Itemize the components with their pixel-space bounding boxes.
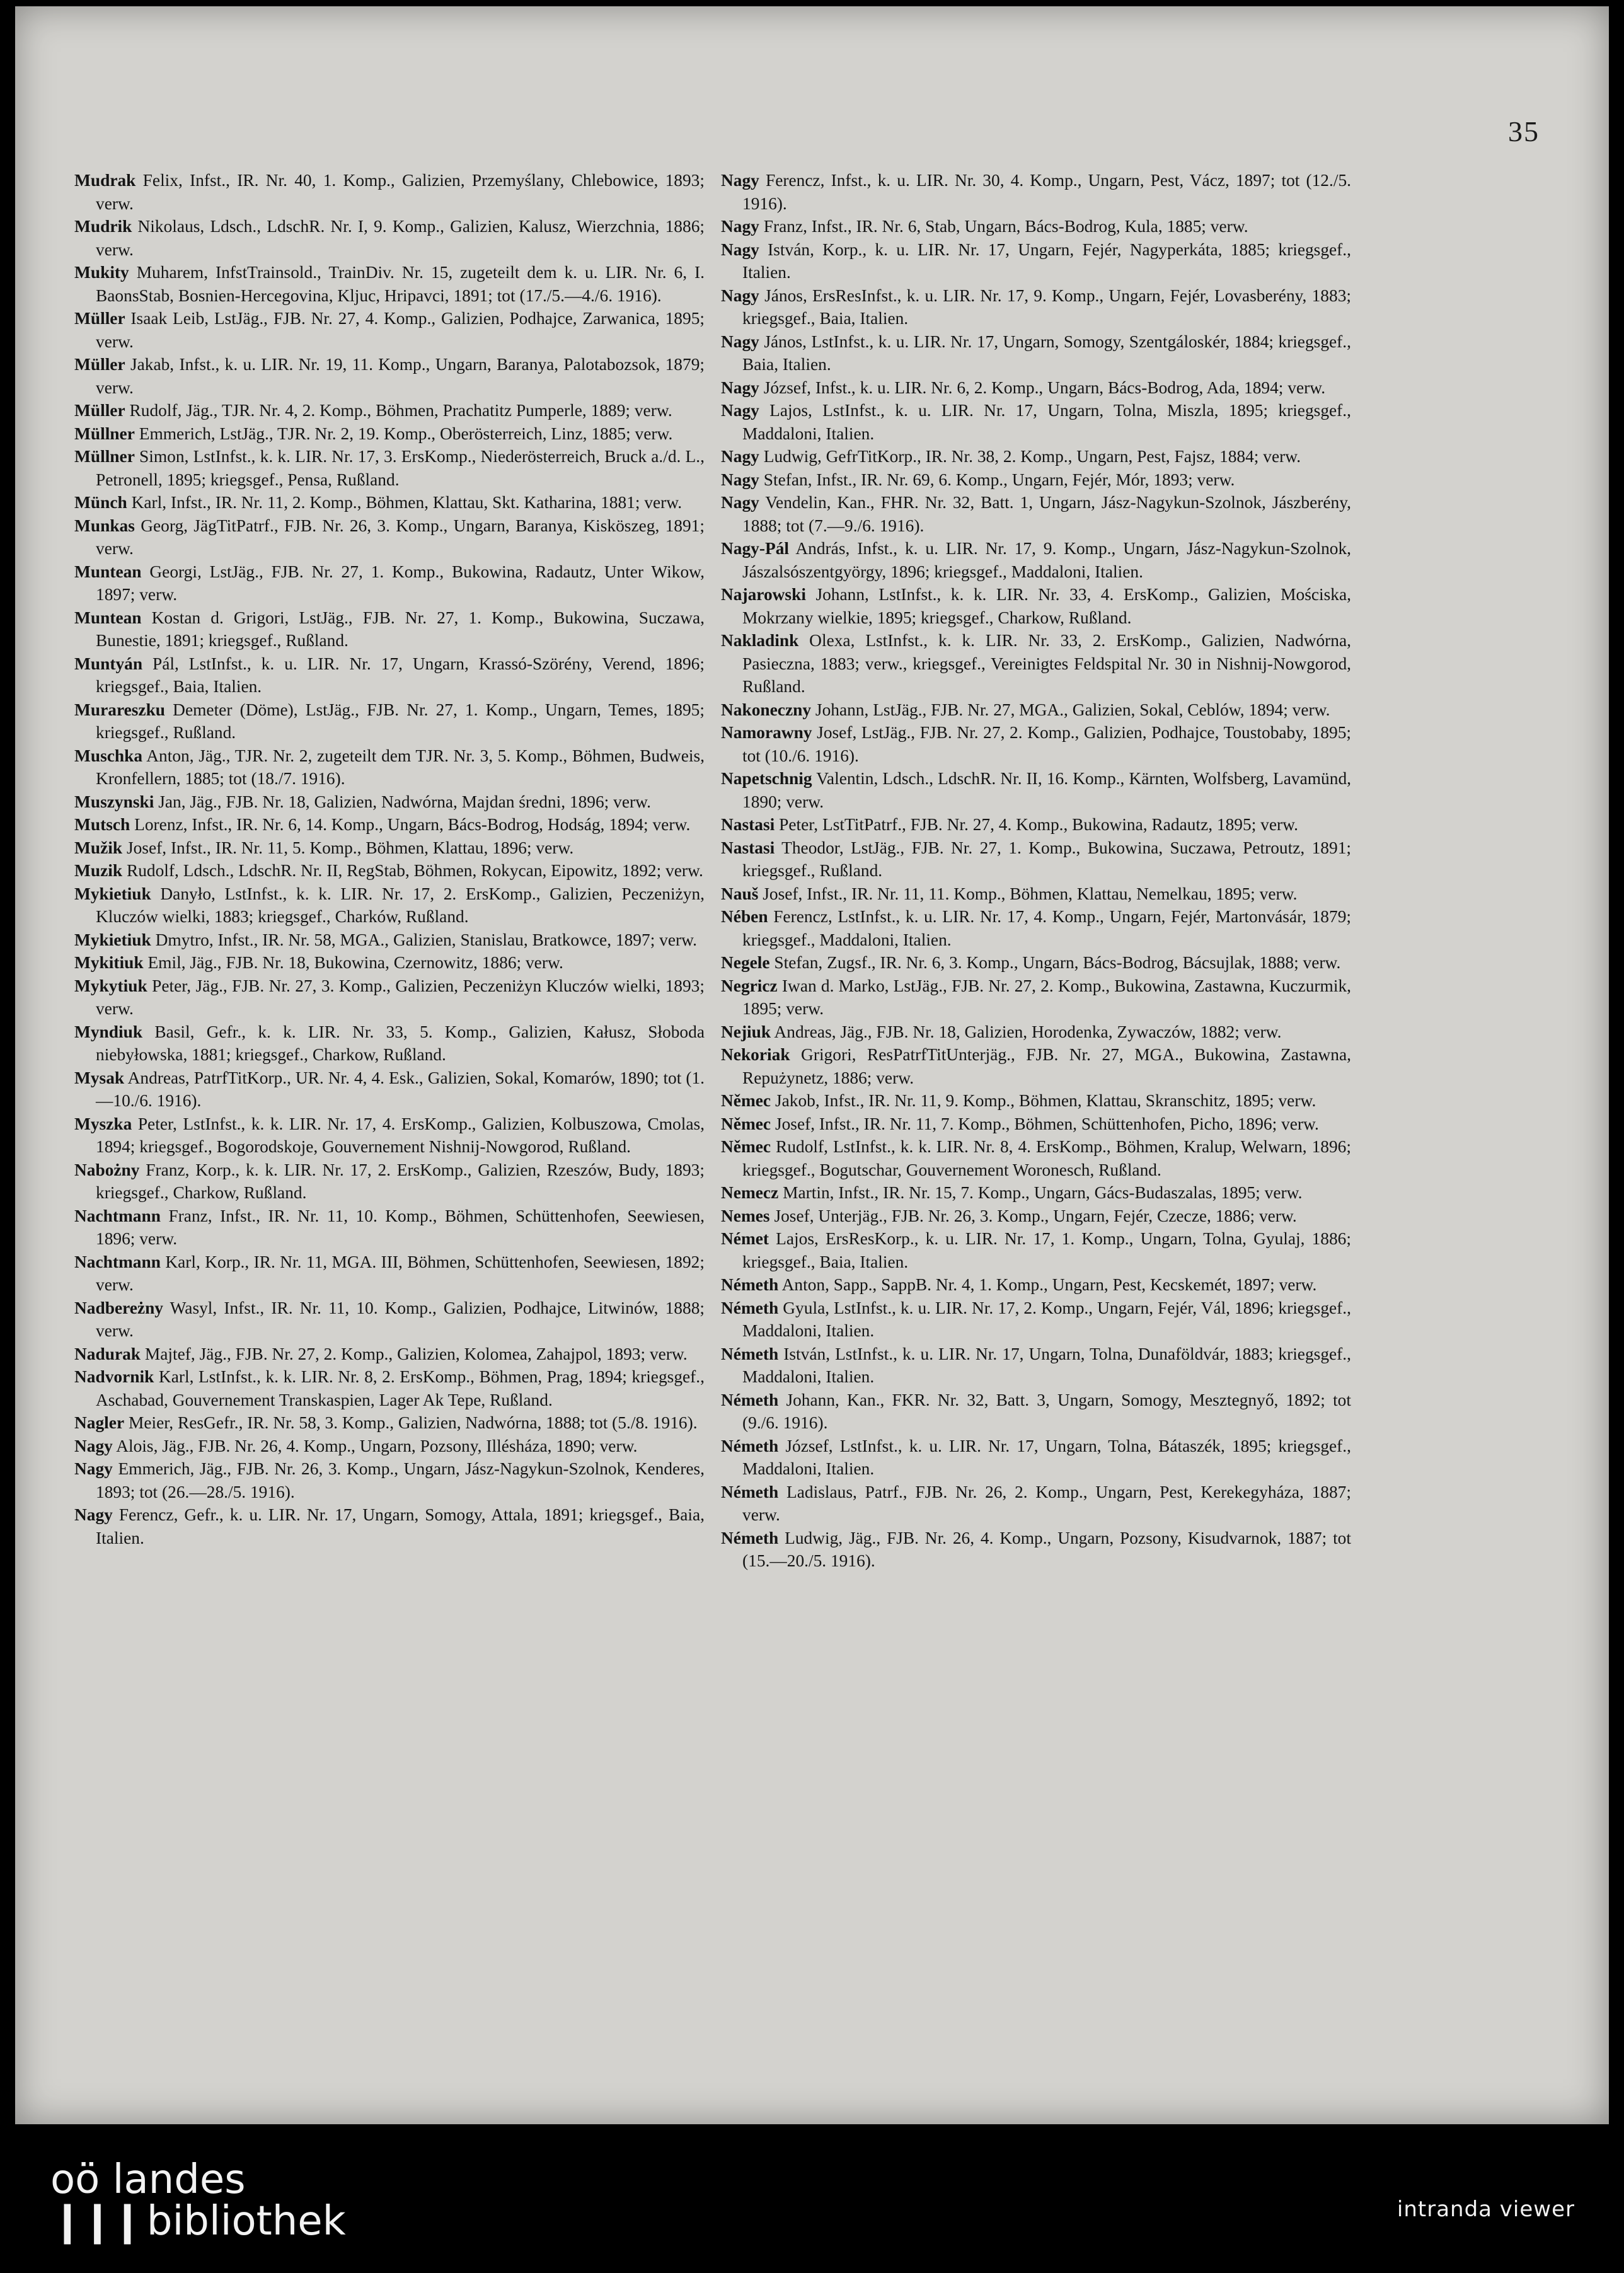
- entry-surname: Mykitiuk: [74, 953, 144, 972]
- entry-text: Stefan, Infst., IR. Nr. 69, 6. Komp., Ungarn, Fejér, Mór, 1893; verw.: [763, 470, 1235, 489]
- entry-surname: Namorawny: [721, 723, 812, 742]
- entry-surname: Németh: [721, 1528, 779, 1547]
- register-entry: [721, 1113, 1351, 1136]
- entry-surname: Muntean: [74, 562, 142, 581]
- register-entry: [721, 1135, 1351, 1181]
- register-entry: [721, 905, 1351, 951]
- entry-surname: Nemecz: [721, 1183, 779, 1202]
- entry-text: Muharem, InfstTrainsold., TrainDiv. Nr. 15, zugeteilt dem k. u. LIR. Nr. 6, I. BaonsStab, Bosnien-Hercegovina, Kljuc, Hripavci, 1891; tot (17./5.—4./6. 1916).: [96, 263, 705, 305]
- entry-text: Ladislaus, Patrf., FJB. Nr. 26, 2. Komp., Ungarn, Pest, Kerekegyháza, 1887; verw.: [742, 1482, 1351, 1524]
- entry-surname: Mužik: [74, 838, 123, 857]
- register-entry: [74, 1113, 705, 1159]
- register-entry: [74, 353, 705, 399]
- register-entry: [721, 882, 1351, 906]
- entry-text: János, LstInfst., k. u. LIR. Nr. 17, Ungarn, Somogy, Szentgáloskér, 1884; kriegsgef., Baia, Italien.: [742, 332, 1351, 374]
- entry-text: Majtef, Jäg., FJB. Nr. 27, 2. Komp., Galizien, Kolomea, Zahajpol, 1893; verw.: [144, 1344, 688, 1363]
- entry-surname: Nagler: [74, 1413, 125, 1432]
- register-entry: [721, 698, 1351, 722]
- entry-surname: Nagy: [721, 470, 759, 489]
- register-entry: [721, 468, 1351, 492]
- entry-surname: Murareszku: [74, 700, 166, 719]
- entry-surname: Nadvornik: [74, 1367, 154, 1386]
- entry-text: Theodor, LstJäg., FJB. Nr. 27, 1. Komp., Bukowina, Suczawa, Petroutz, 1891; kriegsgef., Rußland.: [742, 838, 1352, 880]
- entry-text: Jakab, Infst., k. u. LIR. Nr. 19, 11. Komp., Ungarn, Baranya, Palotabozsok, 1879; verw.: [96, 355, 705, 397]
- entry-surname: Nejiuk: [721, 1022, 771, 1041]
- entry-surname: Nadbereżny: [74, 1298, 164, 1317]
- entry-text: Lajos, LstInfst., k. u. LIR. Nr. 17, Ungarn, Tolna, Miszla, 1895; kriegsgef., Maddaloni, Italien.: [742, 401, 1351, 443]
- entry-text: Rudolf, Ldsch., LdschR. Nr. II, RegStab, Böhmen, Rokycan, Eipowitz, 1892; verw.: [126, 861, 703, 880]
- entry-text: András, Infst., k. u. LIR. Nr. 17, 9. Komp., Ungarn, Jász-Nagykun-Szolnok, Jászalsószentgyörgy, 1896; kriegsgef., Maddaloni, Italien.: [742, 539, 1351, 581]
- logo-line-2-wrap: [50, 2198, 346, 2245]
- register-entry: [74, 1343, 705, 1366]
- entry-surname: Müllner: [74, 424, 135, 443]
- register-entry: [74, 1251, 705, 1297]
- entry-text: Vendelin, Kan., FHR. Nr. 32, Batt. 1, Ungarn, Jász-Nagykun-Szolnok, Jászberény, 1888; tot (7.—9./6. 1916).: [742, 493, 1351, 535]
- entry-surname: Němec: [721, 1137, 771, 1156]
- entry-text: István, LstInfst., k. u. LIR. Nr. 17, Ungarn, Tolna, Dunaföldvár, 1883; kriegsgef., Maddaloni, Italien.: [742, 1344, 1351, 1386]
- register-entry: [74, 951, 705, 975]
- entry-text: István, Korp., k. u. LIR. Nr. 17, Ungarn, Fejér, Nagyperkáta, 1885; kriegsgef., Italien.: [742, 240, 1352, 282]
- register-entry: [721, 813, 1351, 836]
- entry-surname: Nastasi: [721, 838, 775, 857]
- entry-text: Ludwig, GefrTitKorp., IR. Nr. 38, 2. Komp., Ungarn, Pest, Fajsz, 1884; verw.: [763, 447, 1301, 466]
- entry-surname: Nagy: [721, 332, 759, 351]
- entry-surname: Němec: [721, 1114, 771, 1133]
- entry-text: Georg, JägTitPatrf., FJB. Nr. 26, 3. Komp., Ungarn, Baranya, Kisköszeg, 1891; verw.: [96, 516, 705, 558]
- register-entry: [721, 238, 1351, 284]
- entry-text: Lorenz, Infst., IR. Nr. 6, 14. Komp., Ungarn, Bács-Bodrog, Hodság, 1894; verw.: [134, 815, 691, 834]
- register-entry: [74, 1365, 705, 1411]
- entry-surname: Muschka: [74, 746, 143, 765]
- register-entry: [721, 1481, 1351, 1527]
- entry-surname: Nekoriak: [721, 1045, 790, 1064]
- entry-text: Iwan d. Marko, LstJäg., FJB. Nr. 27, 2. Komp., Bukowina, Zastawna, Kuczurmik, 1895; verw.: [742, 976, 1351, 1018]
- entry-text: Rudolf, LstInfst., k. k. LIR. Nr. 8, 4. ErsKomp., Böhmen, Kralup, Welwarn, 1896; kriegsgef., Bogutschar, Gouvernement Woronesch, Rußland.: [742, 1137, 1351, 1179]
- entry-surname: Muzik: [74, 861, 123, 880]
- register-entry: [721, 1273, 1351, 1297]
- register-entry: [721, 1297, 1351, 1343]
- register-entry: [74, 1205, 705, 1251]
- entry-text: Emmerich, Jäg., FJB. Nr. 26, 3. Komp., Ungarn, Jász-Nagykun-Szolnok, Kenderes, 1893; tot (26.—28./5. 1916).: [96, 1459, 705, 1501]
- entry-surname: Nemes: [721, 1206, 770, 1225]
- entry-text: Andreas, Jäg., FJB. Nr. 18, Galizien, Horodenka, Zywaczów, 1882; verw.: [774, 1022, 1282, 1041]
- entry-text: Josef, Infst., IR. Nr. 11, 5. Komp., Böhmen, Klattau, 1896; verw.: [126, 838, 574, 857]
- register-entry: [74, 836, 705, 860]
- entry-surname: Nagy: [74, 1505, 113, 1524]
- entry-surname: Nakladink: [721, 631, 799, 650]
- entry-text: Stefan, Zugsf., IR. Nr. 6, 3. Komp., Ungarn, Bács-Bodrog, Bácsujlak, 1888; verw.: [774, 953, 1341, 972]
- entry-text: Ferencz, LstInfst., k. u. LIR. Nr. 17, 4. Komp., Ungarn, Fejér, Martonvásár, 1879; kriegsgef., Maddaloni, Italien.: [742, 907, 1352, 949]
- entry-text: Nikolaus, Ldsch., LdschR. Nr. I, 9. Komp., Galizien, Kalusz, Wierzchnia, 1886; verw.: [96, 217, 705, 259]
- register-entry: [721, 537, 1351, 583]
- register-entry: [74, 445, 705, 491]
- entry-text: János, ErsResInfst., k. u. LIR. Nr. 17, 9. Komp., Ungarn, Fejér, Lovasberény, 1883; kriegsgef., Baia, Italien.: [742, 286, 1351, 328]
- entry-surname: Nabożny: [74, 1160, 140, 1179]
- register-entry: [74, 1457, 705, 1503]
- register-entry: [74, 698, 705, 744]
- entry-surname: Nakoneczny: [721, 700, 812, 719]
- right-column: [721, 169, 1351, 1573]
- register-entry: [74, 422, 705, 446]
- register-entry: [74, 1503, 705, 1549]
- entry-surname: Nagy: [721, 401, 759, 420]
- entry-surname: Muntyán: [74, 654, 143, 673]
- entry-surname: Nachtmann: [74, 1206, 161, 1225]
- register-entry: [721, 721, 1351, 767]
- entry-surname: Mykytiuk: [74, 976, 147, 995]
- register-entry: [74, 928, 705, 952]
- entry-text: Lajos, ErsResKorp., k. u. LIR. Nr. 17, 1. Komp., Ungarn, Tolna, Gyulaj, 1886; kriegsgef., Baia, Italien.: [742, 1229, 1351, 1271]
- entry-surname: Nachtmann: [74, 1252, 161, 1271]
- register-entry: [74, 790, 705, 814]
- entry-text: Josef, Unterjäg., FJB. Nr. 26, 3. Komp., Ungarn, Fejér, Czecze, 1886; verw.: [774, 1206, 1297, 1225]
- register-entry: [721, 1043, 1351, 1089]
- register-entry: [74, 1021, 705, 1067]
- entry-text: Josef, Infst., IR. Nr. 11, 11. Komp., Böhmen, Klattau, Nemelkau, 1895; verw.: [763, 884, 1298, 903]
- register-entry: [721, 169, 1351, 215]
- register-entry: [721, 1527, 1351, 1573]
- library-logo[interactable]: [50, 2156, 346, 2245]
- entry-text: Josef, LstJäg., FJB. Nr. 27, 2. Komp., Galizien, Podhajce, Toustobaby, 1895; tot (10./6. 1916).: [742, 723, 1351, 765]
- entry-surname: Myndiuk: [74, 1022, 143, 1041]
- register-entry: [74, 261, 705, 307]
- register-entry: [74, 1159, 705, 1205]
- entry-text: Grigori, ResPatrfTitUnterjäg., FJB. Nr. 27, MGA., Bukowina, Zastawna, Repużynetz, 1886; verw.: [742, 1045, 1351, 1087]
- entry-surname: Németh: [721, 1275, 779, 1294]
- entry-text: Josef, Infst., IR. Nr. 11, 7. Komp., Böhmen, Schüttenhofen, Picho, 1896; verw.: [775, 1114, 1319, 1133]
- entry-surname: Muszynski: [74, 792, 154, 811]
- page-number: 35: [1508, 115, 1540, 147]
- entry-surname: Nagy: [721, 378, 759, 397]
- entry-text: Martin, Infst., IR. Nr. 15, 7. Komp., Ungarn, Gács-Budaszalas, 1895; verw.: [783, 1183, 1303, 1202]
- entry-text: Ferencz, Gefr., k. u. LIR. Nr. 17, Ungarn, Somogy, Attala, 1891; kriegsgef., Baia, Italien.: [96, 1505, 705, 1547]
- entry-text: Ferencz, Infst., k. u. LIR. Nr. 30, 4. Komp., Ungarn, Pest, Vácz, 1897; tot (12./5. 1916).: [742, 171, 1351, 213]
- entry-surname: Mysak: [74, 1068, 125, 1087]
- entry-text: Basil, Gefr., k. k. LIR. Nr. 33, 5. Komp., Galizien, Kałusz, Słoboda niebyłowska, 1881; kriegsgef., Charkow, Rußland.: [96, 1022, 705, 1064]
- entry-text: Demeter (Döme), LstJäg., FJB. Nr. 27, 1. Komp., Ungarn, Temes, 1895; kriegsgef., Rußland.: [96, 700, 705, 742]
- entry-surname: Müller: [74, 401, 125, 420]
- entry-surname: Mudrik: [74, 217, 132, 236]
- entry-text: Georgi, LstJäg., FJB. Nr. 27, 1. Komp., Bukowina, Radautz, Unter Wikow, 1897; verw.: [96, 562, 705, 604]
- entry-surname: Nében: [721, 907, 768, 926]
- entry-surname: Mutsch: [74, 815, 130, 834]
- entry-text: Emil, Jäg., FJB. Nr. 18, Bukowina, Czernowitz, 1886; verw.: [147, 953, 563, 972]
- logo-line-2: bibliothek: [146, 2198, 346, 2245]
- entry-text: Anton, Sapp., SappB. Nr. 4, 1. Komp., Ungarn, Pest, Kecskemét, 1897; verw.: [781, 1275, 1317, 1294]
- entry-text: Rudolf, Jäg., TJR. Nr. 4, 2. Komp., Böhmen, Prachatitz Pumperle, 1889; verw.: [129, 401, 672, 420]
- entry-surname: Németh: [721, 1482, 779, 1501]
- register-entry: [74, 652, 705, 698]
- entry-surname: Němec: [721, 1091, 771, 1110]
- entry-text: Wasyl, Infst., IR. Nr. 11, 10. Komp., Galizien, Podhajce, Litwinów, 1888; verw.: [96, 1298, 705, 1340]
- register-entry: [721, 284, 1351, 330]
- entry-surname: Nagy: [721, 217, 759, 236]
- entry-surname: Nagy: [74, 1436, 113, 1455]
- entry-text: Karl, LstInfst., k. k. LIR. Nr. 8, 2. ErsKomp., Böhmen, Prag, 1894; kriegsgef., Aschabad, Gouvernement Transkaspien, Lager Ak Tepe, Rußland.: [96, 1367, 705, 1409]
- entry-surname: Németh: [721, 1344, 779, 1363]
- register-entry: [74, 1297, 705, 1343]
- entry-surname: Mukity: [74, 263, 129, 282]
- register-entry: [74, 491, 705, 514]
- register-entry: [721, 583, 1351, 629]
- register-entry: [721, 445, 1351, 468]
- entry-surname: Myszka: [74, 1114, 132, 1133]
- entry-surname: Nagy: [721, 171, 759, 190]
- entry-text: Valentin, Ldsch., LdschR. Nr. II, 16. Komp., Kärnten, Wolfsberg, Lavamünd, 1890; verw.: [742, 769, 1351, 811]
- entry-text: Danyło, LstInfst., k. k. LIR. Nr. 17, 2. ErsKomp., Galizien, Peczeniżyn, Kluczów wielki, 1883; kriegsgef., Charków, Rußland.: [96, 884, 705, 926]
- entry-surname: Mykietiuk: [74, 884, 151, 903]
- register-entry: [721, 399, 1351, 445]
- entry-text: Franz, Infst., IR. Nr. 6, Stab, Ungarn, Bács-Bodrog, Kula, 1885; verw.: [763, 217, 1248, 236]
- entry-surname: Nagy: [74, 1459, 113, 1478]
- entry-surname: Müller: [74, 355, 125, 374]
- entry-surname: Német: [721, 1229, 769, 1248]
- entry-text: Peter, LstTitPatrf., FJB. Nr. 27, 4. Komp., Bukowina, Radautz, 1895; verw.: [779, 815, 1298, 834]
- entry-surname: Németh: [721, 1436, 779, 1455]
- entry-text: Andreas, PatrfTitKorp., UR. Nr. 4, 4. Esk., Galizien, Sokal, Komarów, 1890; tot (1.—10./6. 1916).: [96, 1068, 705, 1110]
- viewer-brand[interactable]: intranda viewer: [1397, 2197, 1575, 2222]
- entry-text: Karl, Korp., IR. Nr. 11, MGA. III, Böhmen, Schüttenhofen, Seewiesen, 1892; verw.: [96, 1252, 705, 1294]
- left-column: [74, 169, 705, 1549]
- logo-line-1: oö landes: [50, 2156, 246, 2203]
- entry-surname: Mudrak: [74, 171, 136, 190]
- register-entry: [721, 491, 1351, 537]
- register-entry: [721, 376, 1351, 400]
- register-entry: [721, 1389, 1351, 1435]
- entry-text: Gyula, LstInfst., k. u. LIR. Nr. 17, 2. Komp., Ungarn, Fejér, Vál, 1896; kriegsgef., Maddaloni, Italien.: [742, 1298, 1351, 1340]
- entry-surname: Müllner: [74, 447, 135, 466]
- register-entry: [721, 1435, 1351, 1481]
- entry-surname: Mykietiuk: [74, 930, 151, 949]
- entry-surname: Napetschnig: [721, 769, 812, 788]
- register-entry: [74, 307, 705, 353]
- entry-text: Alois, Jäg., FJB. Nr. 26, 4. Komp., Ungarn, Pozsony, Illésháza, 1890; verw.: [116, 1436, 638, 1455]
- entry-surname: Nagy-Pál: [721, 539, 790, 558]
- entry-text: Isaak Leib, LstJäg., FJB. Nr. 27, 4. Komp., Galizien, Podhajce, Zarwanica, 1895; verw.: [96, 309, 705, 351]
- entry-surname: Nauš: [721, 884, 759, 903]
- register-entry: [74, 975, 705, 1021]
- register-entry: [721, 215, 1351, 238]
- register-entry: [721, 1227, 1351, 1273]
- register-entry: [721, 975, 1351, 1021]
- register-entry: [74, 1411, 705, 1435]
- register-entry: [721, 767, 1351, 813]
- entry-text: Pál, LstInfst., k. u. LIR. Nr. 17, Ungarn, Krassó-Szörény, Verend, 1896; kriegsgef., Baia, Italien.: [96, 654, 705, 696]
- entry-text: Karl, Infst., IR. Nr. 11, 2. Komp., Böhmen, Klattau, Skt. Katharina, 1881; verw.: [131, 493, 682, 512]
- register-entry: [721, 1205, 1351, 1228]
- entry-surname: Nagy: [721, 286, 759, 305]
- entry-text: Jakob, Infst., IR. Nr. 11, 9. Komp., Böhmen, Klattau, Skranschitz, 1895; verw.: [775, 1091, 1316, 1110]
- entry-text: Anton, Jäg., TJR. Nr. 2, zugeteilt dem TJR. Nr. 3, 5. Komp., Böhmen, Budweis, Kronfellern, 1885; tot (18./7. 1916).: [96, 746, 705, 788]
- entry-text: József, LstInfst., k. u. LIR. Nr. 17, Ungarn, Tolna, Bátaszék, 1895; kriegsgef., Maddaloni, Italien.: [742, 1436, 1351, 1478]
- register-entry: [74, 1067, 705, 1113]
- entry-surname: Németh: [721, 1390, 779, 1409]
- entry-text: Jan, Jäg., FJB. Nr. 18, Galizien, Nadwórna, Majdan średni, 1896; verw.: [158, 792, 651, 811]
- entry-text: Johann, Kan., FKR. Nr. 32, Batt. 3, Ungarn, Somogy, Mesztegnyő, 1892; tot (9./6. 1916).: [742, 1390, 1351, 1432]
- entry-surname: Nagy: [721, 240, 759, 259]
- entry-text: Franz, Korp., k. k. LIR. Nr. 17, 2. ErsKomp., Galizien, Rzeszów, Budy, 1893; kriegsgef., Charkow, Rußland.: [96, 1160, 705, 1202]
- entry-surname: Nadurak: [74, 1344, 141, 1363]
- register-entry: [721, 1089, 1351, 1113]
- entry-text: Meier, ResGefr., IR. Nr. 58, 3. Komp., Galizien, Nadwórna, 1888; tot (5./8. 1916).: [128, 1413, 698, 1432]
- entry-text: Felix, Infst., IR. Nr. 40, 1. Komp., Galizien, Przemyślany, Chlebowice, 1893; verw.: [96, 171, 705, 213]
- entry-text: Franz, Infst., IR. Nr. 11, 10. Komp., Böhmen, Schüttenhofen, Seewiesen, 1896; verw.: [96, 1206, 705, 1248]
- entry-text: Simon, LstInfst., k. k. LIR. Nr. 17, 3. ErsKomp., Niederösterreich, Bruck a./d. L., Petronell, 1895; kriegsgef., Pensa, Rußland.: [96, 447, 705, 489]
- register-entry: [721, 1343, 1351, 1389]
- entry-text: Johann, LstJäg., FJB. Nr. 27, MGA., Galizien, Sokal, Ceblów, 1894; verw.: [815, 700, 1330, 719]
- entry-text: Peter, LstInfst., k. k. LIR. Nr. 17, 4. ErsKomp., Galizien, Kolbuszowa, Cmolas, 1894; kriegsgef., Bogorodskoje, Gouvernement Nishnij-Nowgorod, Rußland.: [96, 1114, 705, 1156]
- entry-text: Olexa, LstInfst., k. k. LIR. Nr. 33, 2. ErsKomp., Galizien, Nadwórna, Pasieczna, 1883; verw., kriegsgef., Vereinigtes Feldspital Nr. 30 in Nishnij-Nowgorod, Rußland.: [742, 631, 1351, 696]
- entry-text: József, Infst., k. u. LIR. Nr. 6, 2. Komp., Ungarn, Bács-Bodrog, Ada, 1894; verw.: [763, 378, 1326, 397]
- entry-text: Ludwig, Jäg., FJB. Nr. 26, 4. Komp., Ungarn, Pozsony, Kisudvarnok, 1887; tot (15.—20./5. 1916).: [742, 1528, 1351, 1570]
- entry-surname: Najarowski: [721, 585, 806, 604]
- register-entry: [74, 399, 705, 422]
- entry-text: Kostan d. Grigori, LstJäg., FJB. Nr. 27, 1. Komp., Bukowina, Suczawa, Bunestie, 1891; kriegsgef., Rußland.: [96, 608, 705, 650]
- entry-surname: Müller: [74, 309, 125, 328]
- entry-text: Peter, Jäg., FJB. Nr. 27, 3. Komp., Galizien, Peczeniżyn Kluczów wielki, 1893; verw.: [96, 976, 705, 1018]
- register-entry: [74, 813, 705, 836]
- register-entry: [74, 215, 705, 261]
- entry-text: Emmerich, LstJäg., TJR. Nr. 2, 19. Komp., Oberösterreich, Linz, 1885; verw.: [139, 424, 673, 443]
- logo-bars-icon: ❙❙❙: [50, 2198, 141, 2245]
- entry-surname: Nagy: [721, 447, 759, 466]
- entry-surname: Negele: [721, 953, 770, 972]
- register-entry: [721, 330, 1351, 376]
- register-entry: [721, 1181, 1351, 1205]
- register-entry: [721, 1021, 1351, 1044]
- entry-surname: Németh: [721, 1298, 779, 1317]
- scanned-page: [15, 6, 1609, 2124]
- register-entry: [74, 169, 705, 215]
- entry-surname: Negricz: [721, 976, 778, 995]
- entry-surname: Nastasi: [721, 815, 775, 834]
- register-entry: [74, 606, 705, 652]
- register-entry: [721, 629, 1351, 698]
- register-entry: [721, 951, 1351, 975]
- register-entry: [74, 859, 705, 882]
- register-entry: [74, 560, 705, 606]
- register-entry: [74, 744, 705, 790]
- entry-surname: Nagy: [721, 493, 759, 512]
- entry-text: Johann, LstInfst., k. k. LIR. Nr. 33, 4. ErsKomp., Galizien, Mościska, Mokrzany wielkie, 1895; kriegsgef., Charkow, Rußland.: [742, 585, 1351, 627]
- entry-surname: Munkas: [74, 516, 135, 535]
- register-entry: [721, 836, 1351, 882]
- entry-text: Dmytro, Infst., IR. Nr. 58, MGA., Galizien, Stanislau, Bratkowce, 1897; verw.: [155, 930, 697, 949]
- register-entry: [74, 1435, 705, 1458]
- register-entry: [74, 882, 705, 928]
- entry-surname: Muntean: [74, 608, 142, 627]
- register-entry: [74, 514, 705, 560]
- entry-surname: Münch: [74, 493, 127, 512]
